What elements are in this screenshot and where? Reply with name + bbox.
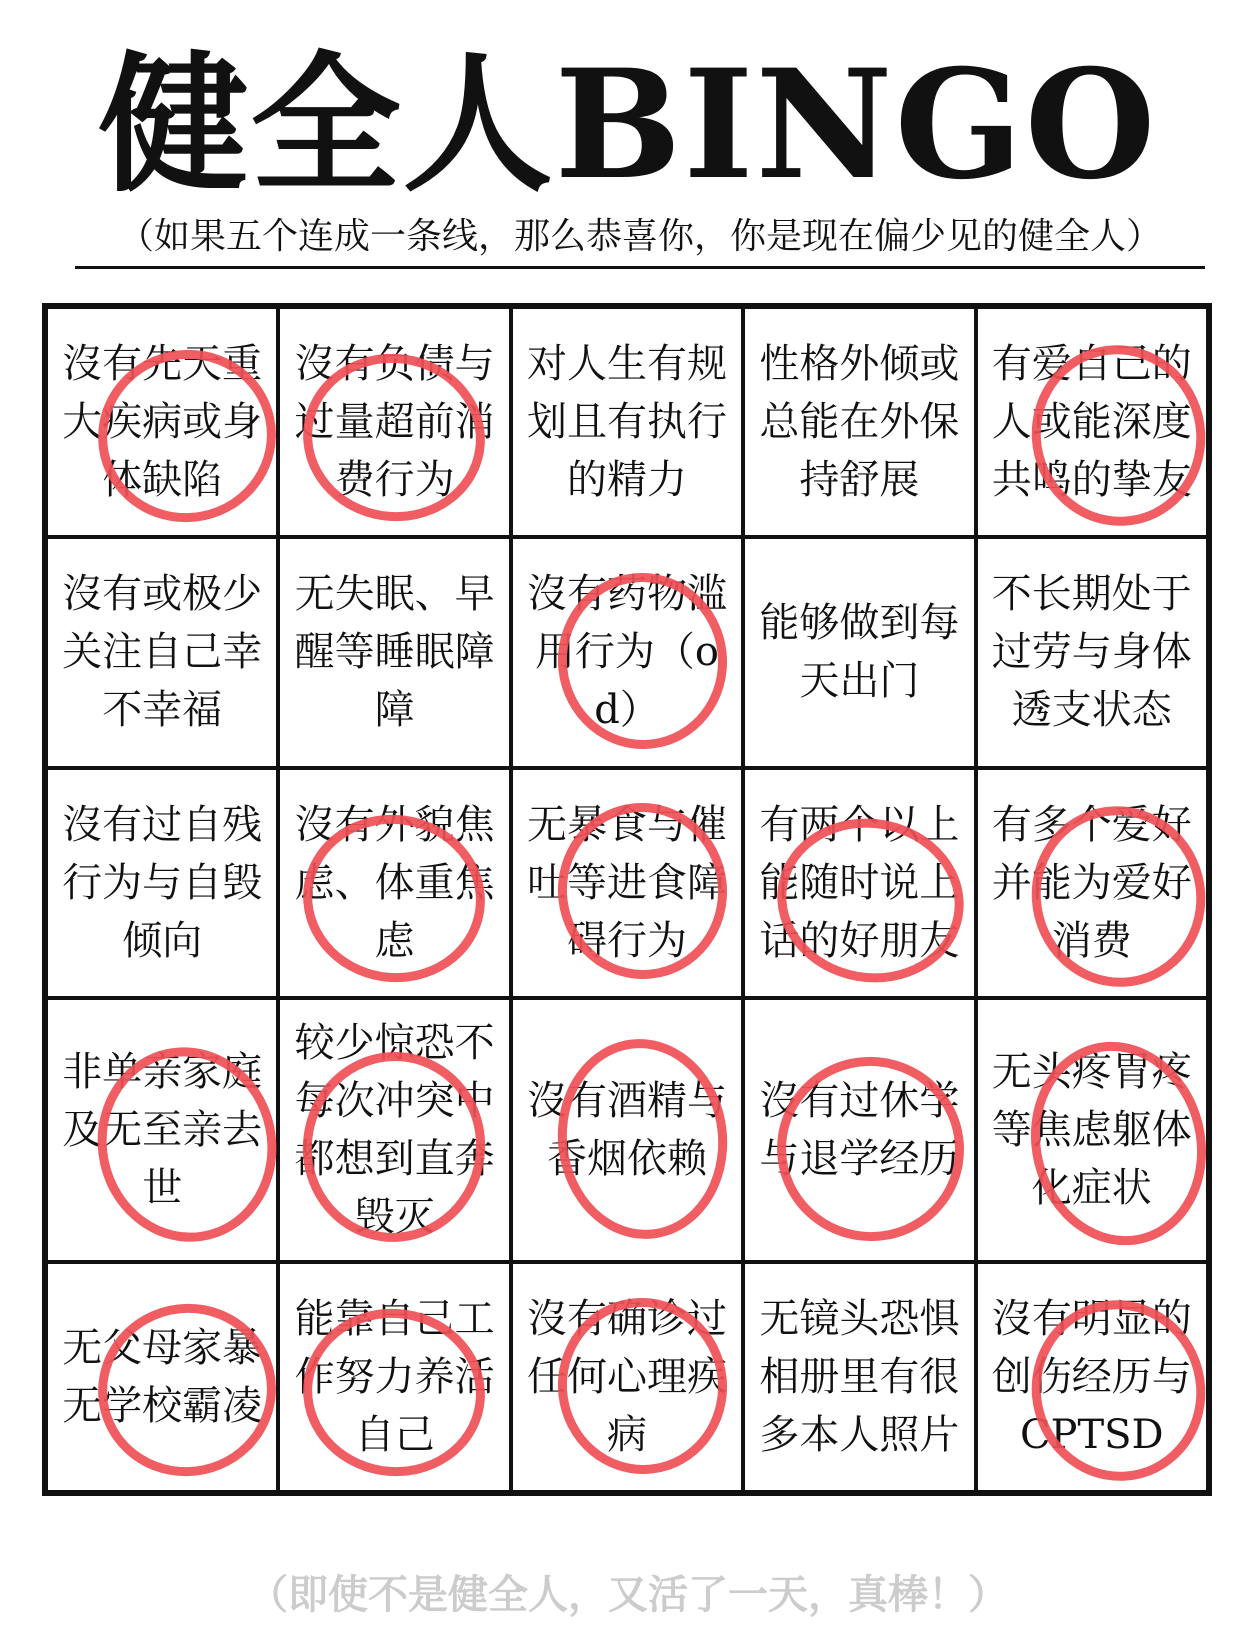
bingo-cell-text: 非单亲家庭及无至亲去世	[62, 1048, 263, 1211]
bingo-cell-text: 不长期处于过劳与身体透支状态	[991, 571, 1192, 734]
bingo-cell-text: 沒有过休学与退学经历	[759, 1077, 960, 1182]
bingo-cell[interactable]	[976, 537, 1208, 767]
bingo-cell[interactable]	[511, 768, 743, 998]
bingo-cell-text: 沒有药物滥用行为（od）	[526, 571, 727, 734]
bingo-cell-text: 性格外倾或总能在外保持舒展	[759, 341, 960, 504]
bingo-cell-text: 有多个爱好并能为爱好消费	[991, 801, 1192, 964]
bingo-cell-text: 能靠自己工作努力养活自己	[294, 1295, 495, 1458]
bingo-cell-text: 无失眠、早醒等睡眠障障	[294, 571, 495, 734]
bingo-cell[interactable]	[743, 307, 975, 537]
bingo-grid	[42, 303, 1212, 1496]
bingo-cell-text: 沒有负债与过量超前消费行为	[294, 341, 495, 504]
bingo-cell-text: 无暴食与催吐等进食障碍行为	[526, 801, 727, 964]
bingo-cell-text: 对人生有规划且有执行的精力	[526, 341, 727, 504]
bingo-cell[interactable]	[743, 998, 975, 1262]
bingo-cell[interactable]	[46, 307, 278, 537]
bingo-cell[interactable]	[743, 1262, 975, 1492]
bingo-cell-text: 沒有外貌焦虑、体重焦虑	[294, 801, 495, 964]
bingo-cell[interactable]	[46, 537, 278, 767]
bingo-cell[interactable]	[278, 998, 510, 1262]
bingo-cell[interactable]	[743, 768, 975, 998]
bingo-cell-text: 沒有过自残行为与自毁倾向	[62, 801, 263, 964]
bingo-cell[interactable]	[511, 537, 743, 767]
bingo-cell[interactable]	[278, 768, 510, 998]
bingo-cell-text: 能够做到每天出门	[759, 600, 960, 705]
bingo-cell-text: 无父母家暴无学校霸凌	[62, 1324, 263, 1429]
bingo-cell[interactable]	[511, 1262, 743, 1492]
bingo-cell[interactable]	[976, 768, 1208, 998]
bingo-cell[interactable]	[46, 768, 278, 998]
bingo-cell[interactable]	[511, 307, 743, 537]
bingo-title: 健全人BINGO	[98, 37, 1158, 213]
bingo-cell-text: 有两个以上能随时说上话的好朋友	[759, 801, 960, 964]
bingo-cell[interactable]	[46, 998, 278, 1262]
bingo-cell[interactable]	[278, 1262, 510, 1492]
bingo-cell[interactable]	[278, 537, 510, 767]
bingo-cell-text: 较少惊恐不每次冲突中都想到直奔毁灭	[294, 1019, 495, 1240]
bingo-cell[interactable]	[976, 1262, 1208, 1492]
bingo-subtitle: （如果五个连成一条线，那么恭喜你，你是现在偏少见的健全人）	[75, 212, 1205, 269]
bingo-footer: （即使不是健全人，又活了一天，真棒！）	[248, 1571, 1008, 1618]
bingo-cell[interactable]	[278, 307, 510, 537]
bingo-cell-text: 无头疼胃疼等焦虑躯体化症状	[991, 1048, 1192, 1211]
bingo-cell-text: 沒有明显的创伤经历与CPTSD	[991, 1295, 1192, 1458]
bingo-cell-text: 沒有先天重大疾病或身体缺陷	[62, 341, 263, 504]
bingo-cell-text: 沒有确诊过任何心理疾病	[526, 1295, 727, 1458]
bingo-cell[interactable]	[46, 1262, 278, 1492]
bingo-cell-text: 有爱自己的人或能深度共鸣的挚友	[991, 341, 1192, 504]
bingo-cell[interactable]	[976, 307, 1208, 537]
bingo-cell-text: 无镜头恐惧相册里有很多本人照片	[759, 1295, 960, 1458]
bingo-cell[interactable]	[743, 537, 975, 767]
bingo-cell[interactable]	[511, 998, 743, 1262]
bingo-cell-text: 沒有或极少关注自己幸不幸福	[62, 571, 263, 734]
bingo-cell[interactable]	[976, 998, 1208, 1262]
bingo-cell-text: 沒有酒精与香烟依赖	[526, 1077, 727, 1182]
